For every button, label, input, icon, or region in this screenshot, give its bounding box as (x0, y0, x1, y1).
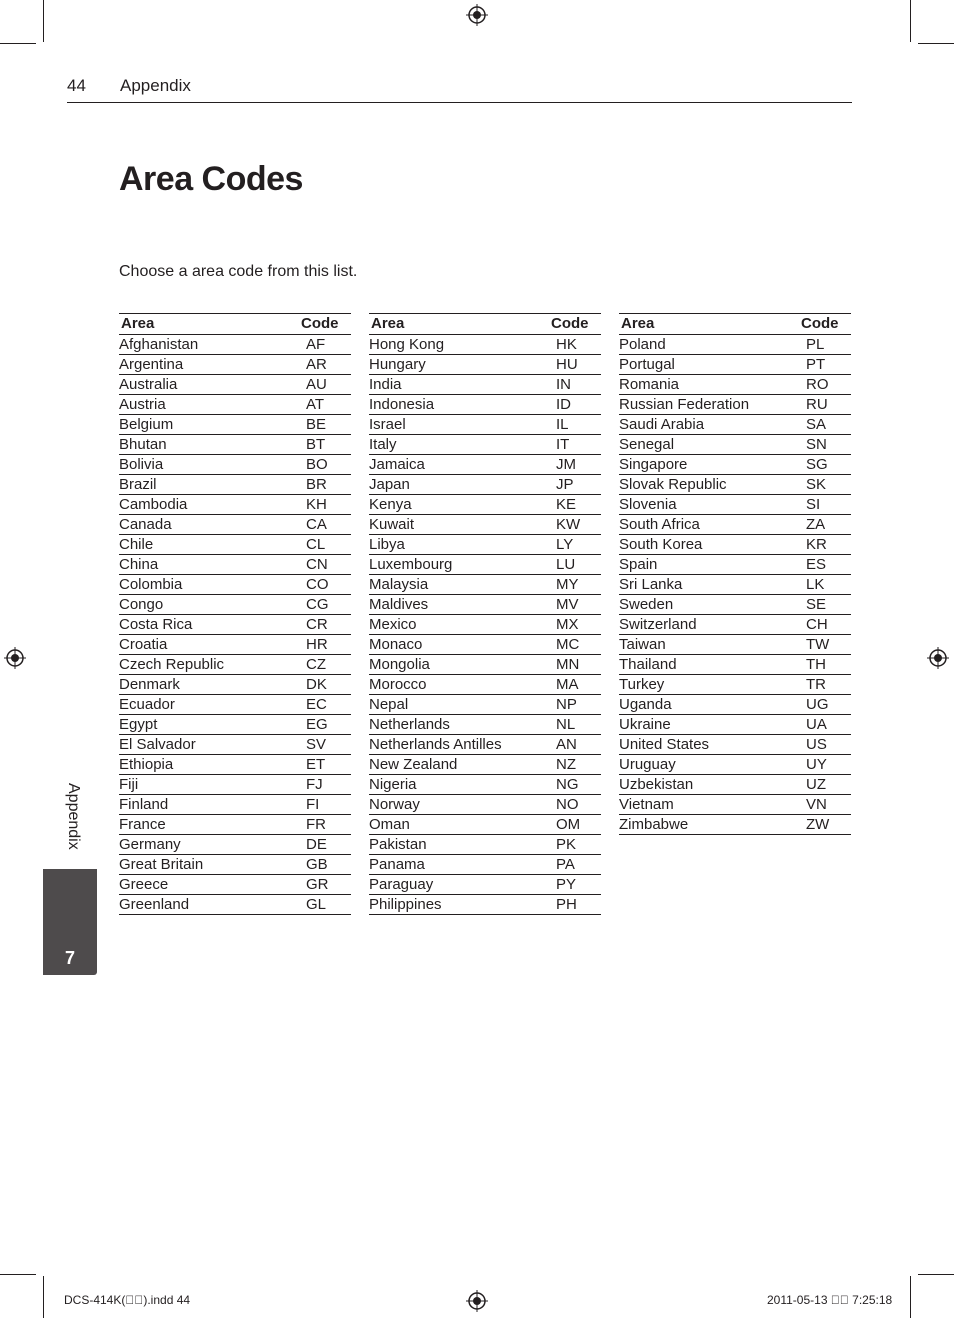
area-code: UY (806, 756, 827, 773)
area-code: UA (806, 716, 827, 733)
area-code: SA (806, 416, 827, 433)
page-number: 44 (67, 76, 86, 95)
area-code: HU (556, 356, 578, 373)
area-header: Area (121, 315, 155, 332)
table-row (619, 355, 851, 375)
area-code: MV (556, 596, 579, 613)
registration-mark-icon (466, 4, 488, 26)
table-row (119, 535, 351, 555)
area-name: Hungary (369, 356, 426, 373)
area-code: GL (306, 896, 327, 913)
area-code: MX (556, 616, 579, 633)
area-code: AR (306, 356, 327, 373)
table-header (369, 313, 601, 335)
area-code: CN (306, 556, 328, 573)
area-name: Monaco (369, 636, 423, 653)
table-row (369, 695, 601, 715)
area-name: Zimbabwe (619, 816, 689, 833)
area-name: Egypt (119, 716, 158, 733)
area-name: Slovenia (619, 496, 677, 513)
area-name: South Africa (619, 516, 700, 533)
area-name: Australia (119, 376, 178, 393)
area-code: FI (306, 796, 320, 813)
area-name: Paraguay (369, 876, 434, 893)
area-name: Brazil (119, 476, 157, 493)
area-code-table-2 (369, 313, 601, 915)
area-code: MC (556, 636, 580, 653)
area-code-table-1 (119, 313, 351, 915)
area-code: AN (556, 736, 577, 753)
table-row (369, 715, 601, 735)
table-row (369, 795, 601, 815)
area-name: Sri Lanka (619, 576, 683, 593)
crop-mark (43, 0, 44, 42)
area-name: New Zealand (369, 756, 458, 773)
table-row (369, 875, 601, 895)
area-name: Japan (369, 476, 410, 493)
table-row (119, 695, 351, 715)
table-row (119, 455, 351, 475)
table-row (119, 755, 351, 775)
table-row (619, 695, 851, 715)
table-row (619, 755, 851, 775)
area-code: RU (806, 396, 828, 413)
table-row (119, 655, 351, 675)
table-row (369, 415, 601, 435)
crop-mark (0, 43, 36, 44)
area-name: Philippines (369, 896, 442, 913)
table-row (369, 635, 601, 655)
area-code: TW (806, 636, 830, 653)
table-row (369, 655, 601, 675)
area-code: PH (556, 896, 577, 913)
area-name: Switzerland (619, 616, 697, 633)
table-row (119, 835, 351, 855)
area-code: GR (306, 876, 329, 893)
area-code: MY (556, 576, 579, 593)
table-row (369, 555, 601, 575)
area-name: Kenya (369, 496, 412, 513)
table-row (619, 375, 851, 395)
area-code: EC (306, 696, 327, 713)
area-code: PK (556, 836, 577, 853)
area-name: Slovak Republic (619, 476, 727, 493)
area-code: OM (556, 816, 581, 833)
table-row (119, 435, 351, 455)
area-code: KH (306, 496, 327, 513)
table-row (119, 595, 351, 615)
area-code: CR (306, 616, 328, 633)
area-name: Ukraine (619, 716, 671, 733)
side-section-label: Appendix (65, 783, 82, 850)
area-name: South Korea (619, 536, 703, 553)
area-name: Thailand (619, 656, 677, 673)
area-code: SE (806, 596, 827, 613)
area-code: KR (806, 536, 827, 553)
area-name: France (119, 816, 166, 833)
table-row (119, 495, 351, 515)
area-name: Senegal (619, 436, 675, 453)
table-row (619, 535, 851, 555)
table-row (619, 435, 851, 455)
area-code: AF (306, 336, 326, 353)
table-row (119, 555, 351, 575)
table-row (619, 775, 851, 795)
registration-mark-icon (927, 647, 949, 669)
area-code: CL (306, 536, 326, 553)
area-code: LU (556, 556, 576, 573)
table-row (369, 595, 601, 615)
table-header (119, 313, 351, 335)
area-name: Germany (119, 836, 181, 853)
crop-mark (918, 1274, 954, 1275)
area-code: IN (556, 376, 571, 393)
area-name: Sweden (619, 596, 674, 613)
area-code: BT (306, 436, 326, 453)
area-name: Cambodia (119, 496, 188, 513)
area-name: Greece (119, 876, 169, 893)
table-row (619, 515, 851, 535)
area-name: Panama (369, 856, 425, 873)
area-code: SK (806, 476, 827, 493)
area-code: PL (806, 336, 825, 353)
area-name: Italy (369, 436, 397, 453)
area-name: Taiwan (619, 636, 666, 653)
area-code: FJ (306, 776, 323, 793)
area-code: IL (556, 416, 569, 433)
area-name: Czech Republic (119, 656, 225, 673)
table-row (119, 475, 351, 495)
area-name: Malaysia (369, 576, 429, 593)
table-row (619, 335, 851, 355)
area-name: Bhutan (119, 436, 167, 453)
area-code: BE (306, 416, 327, 433)
area-header: Area (371, 315, 405, 332)
area-name: Chile (119, 536, 154, 553)
chapter-number: 7 (64, 948, 75, 968)
area-code: HK (556, 336, 577, 353)
footer-date: 2011-05-13    7:25:18 (767, 1293, 893, 1307)
area-name: Pakistan (369, 836, 427, 853)
area-code: NG (556, 776, 579, 793)
area-code: DE (306, 836, 327, 853)
code-header: Code (551, 315, 589, 332)
area-code: HR (306, 636, 328, 653)
area-code: US (806, 736, 827, 753)
table-row (619, 615, 851, 635)
area-code: FR (306, 816, 326, 833)
area-name: Poland (619, 336, 666, 353)
area-name: Luxembourg (369, 556, 453, 573)
area-name: Kuwait (369, 516, 415, 533)
area-name: Russian Federation (619, 396, 750, 413)
area-code: JP (556, 476, 574, 493)
area-code: UG (806, 696, 829, 713)
area-code: AU (306, 376, 327, 393)
table-row (119, 335, 351, 355)
crop-mark (910, 1276, 911, 1318)
area-name: Saudi Arabia (619, 416, 705, 433)
area-name: Morocco (369, 676, 427, 693)
table-header (619, 313, 851, 335)
page-header (67, 76, 852, 103)
area-code-table-3 (619, 313, 851, 835)
table-row (369, 615, 601, 635)
area-name: Congo (119, 596, 164, 613)
area-code: MN (556, 656, 580, 673)
table-row (119, 415, 351, 435)
area-code: NO (556, 796, 579, 813)
area-code: SN (806, 436, 827, 453)
area-name: Romania (619, 376, 680, 393)
code-header: Code (301, 315, 339, 332)
area-code: GB (306, 856, 328, 873)
intro-text: Choose a area code from this list. (119, 263, 358, 280)
area-name: Argentina (119, 356, 184, 373)
area-name: Netherlands Antilles (369, 736, 502, 753)
area-name: Bolivia (119, 456, 164, 473)
area-name: China (119, 556, 159, 573)
area-code: EG (306, 716, 328, 733)
area-name: Uruguay (619, 756, 676, 773)
area-header: Area (621, 315, 655, 332)
table-row (369, 675, 601, 695)
area-name: Uganda (619, 696, 672, 713)
table-row (369, 395, 601, 415)
table-row (619, 815, 851, 835)
area-code: ET (306, 756, 326, 773)
area-code: TH (806, 656, 826, 673)
area-code: CH (806, 616, 828, 633)
area-code: ZA (806, 516, 826, 533)
table-row (369, 815, 601, 835)
table-row (619, 415, 851, 435)
page-title: Area Codes (119, 160, 303, 198)
area-name: Libya (369, 536, 405, 553)
area-code: TR (806, 676, 826, 693)
table-row (369, 355, 601, 375)
area-name: Nepal (369, 696, 409, 713)
area-code: NL (556, 716, 576, 733)
area-code: PT (806, 356, 826, 373)
table-row (119, 895, 351, 915)
area-name: Netherlands (369, 716, 450, 733)
table-row (619, 675, 851, 695)
registration-mark-icon (4, 647, 26, 669)
area-code: KW (556, 516, 581, 533)
table-row (369, 455, 601, 475)
table-row (119, 615, 351, 635)
area-name: Greenland (119, 896, 190, 913)
table-row (619, 455, 851, 475)
table-row (619, 495, 851, 515)
table-row (119, 355, 351, 375)
area-name: Nigeria (369, 776, 417, 793)
area-name: Afghanistan (119, 336, 199, 353)
table-row (369, 895, 601, 915)
area-code: SI (806, 496, 821, 513)
area-code: ES (806, 556, 827, 573)
crop-mark (43, 1276, 44, 1318)
area-name: Turkey (619, 676, 665, 693)
table-row (119, 635, 351, 655)
table-row (619, 635, 851, 655)
section-name: Appendix (120, 76, 191, 95)
area-code: MA (556, 676, 579, 693)
area-code: UZ (806, 776, 826, 793)
table-row (119, 575, 351, 595)
table-row (119, 855, 351, 875)
table-row (619, 735, 851, 755)
area-code: LY (556, 536, 574, 553)
area-name: El Salvador (119, 736, 196, 753)
area-name: United States (619, 736, 710, 753)
table-row (369, 755, 601, 775)
area-name: Austria (119, 396, 166, 413)
table-row (369, 335, 601, 355)
table-row (119, 775, 351, 795)
table-row (369, 855, 601, 875)
area-code: AT (306, 396, 325, 413)
code-header: Code (801, 315, 839, 332)
area-code: CG (306, 596, 329, 613)
area-name: Hong Kong (369, 336, 445, 353)
area-code: CA (306, 516, 327, 533)
area-code: KE (556, 496, 577, 513)
area-name: Singapore (619, 456, 688, 473)
area-code: BO (306, 456, 328, 473)
area-name: Spain (619, 556, 658, 573)
table-row (369, 435, 601, 455)
area-code: CO (306, 576, 329, 593)
table-row (369, 575, 601, 595)
registration-mark-icon (466, 1290, 488, 1312)
area-name: Vietnam (619, 796, 674, 813)
table-row (619, 475, 851, 495)
area-name: Great Britain (119, 856, 204, 873)
area-code: PA (556, 856, 575, 873)
area-name: Uzbekistan (619, 776, 694, 793)
crop-mark (0, 1274, 36, 1275)
crop-mark (918, 43, 954, 44)
area-name: Costa Rica (119, 616, 193, 633)
area-code: ZW (806, 816, 830, 833)
crop-mark (910, 0, 911, 42)
table-row (619, 715, 851, 735)
area-name: India (369, 376, 402, 393)
table-row (369, 835, 601, 855)
table-row (119, 375, 351, 395)
table-row (369, 375, 601, 395)
table-row (619, 655, 851, 675)
table-row (119, 875, 351, 895)
table-row (369, 735, 601, 755)
area-code: NZ (556, 756, 576, 773)
area-code: SG (806, 456, 828, 473)
area-code: JM (556, 456, 576, 473)
area-name: Norway (369, 796, 420, 813)
area-name: Fiji (119, 776, 139, 793)
table-row (619, 795, 851, 815)
area-code: BR (306, 476, 327, 493)
area-code: PY (556, 876, 577, 893)
footer-file-name: DCS-414K(  ).indd 44 (64, 1293, 191, 1307)
table-row (119, 795, 351, 815)
table-row (119, 735, 351, 755)
area-code: IT (556, 436, 570, 453)
area-name: Jamaica (369, 456, 425, 473)
area-code: DK (306, 676, 327, 693)
area-code: SV (306, 736, 327, 753)
area-code: LK (806, 576, 825, 593)
table-row (369, 535, 601, 555)
area-name: Ethiopia (119, 756, 174, 773)
table-row (369, 495, 601, 515)
area-name: Portugal (619, 356, 675, 373)
table-row (619, 555, 851, 575)
area-name: Israel (369, 416, 406, 433)
area-name: Finland (119, 796, 169, 813)
area-code: ID (556, 396, 571, 413)
table-row (119, 715, 351, 735)
area-name: Oman (369, 816, 410, 833)
area-name: Ecuador (119, 696, 175, 713)
table-row (119, 395, 351, 415)
area-name: Mexico (369, 616, 417, 633)
table-row (369, 475, 601, 495)
area-name: Maldives (369, 596, 429, 613)
area-code: NP (556, 696, 577, 713)
table-row (119, 675, 351, 695)
area-code: RO (806, 376, 829, 393)
area-name: Mongolia (369, 656, 430, 673)
area-name: Belgium (119, 416, 174, 433)
area-name: Indonesia (369, 396, 435, 413)
table-row (369, 515, 601, 535)
table-row (369, 775, 601, 795)
chapter-tab (43, 869, 97, 975)
area-name: Colombia (119, 576, 183, 593)
table-row (619, 395, 851, 415)
area-name: Canada (119, 516, 172, 533)
area-code: VN (806, 796, 827, 813)
table-row (619, 595, 851, 615)
area-name: Croatia (119, 636, 168, 653)
table-row (619, 575, 851, 595)
area-name: Denmark (119, 676, 180, 693)
area-code: CZ (306, 656, 326, 673)
table-row (119, 515, 351, 535)
table-row (119, 815, 351, 835)
